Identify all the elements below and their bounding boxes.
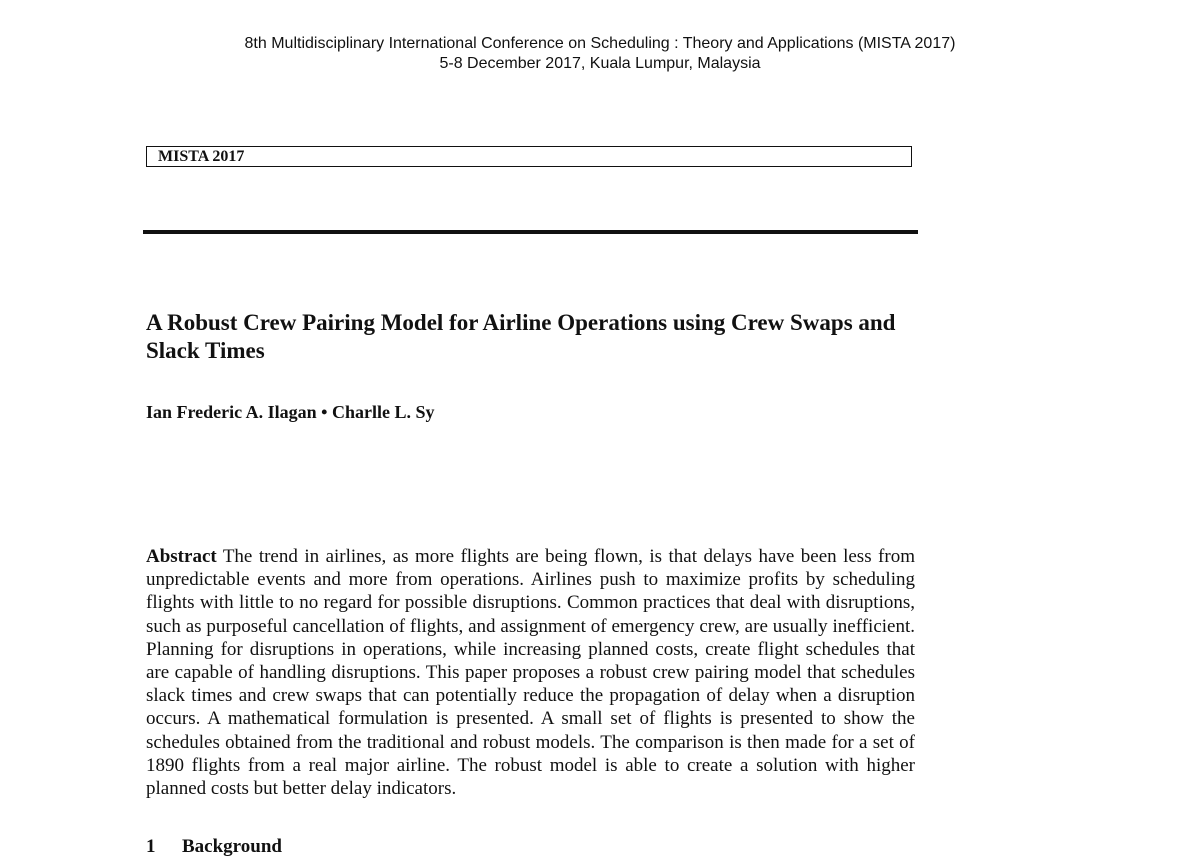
mista-box-label: MISTA 2017 [158, 148, 245, 165]
abstract-paragraph [146, 545, 915, 800]
conference-header [0, 34, 1200, 74]
section-title: Background [182, 836, 282, 857]
section-number: 1 [146, 836, 156, 857]
section-heading [146, 836, 282, 858]
conference-name: 8th Multidisciplinary International Conference on Scheduling : Theory and Applications (MISTA 2017) [244, 35, 956, 52]
paper-title: A Robust Crew Pairing Model for Airline Operations using Crew Swaps and Slack Times [146, 310, 896, 363]
mista-box [146, 146, 912, 167]
horizontal-rule [143, 230, 918, 234]
paper-authors: Ian Frederic A. Ilagan • Charlle L. Sy [146, 402, 435, 422]
abstract-text: The trend in airlines, as more flights are being flown, is that delays have been less from unpredictable events and more from operations. Airlines push to maximize profits by scheduling flights with little to no regard for possible disruptions. Common practices that deal with disruptions, such as purposeful cancellation of flights, and assignment of emergency crew, are usually inefficient. Planning for disruptions in operations, while increasing planned costs, create flight schedules that are capable of handling disruptions. This paper proposes a robust crew pairing model that schedules slack times and crew swaps that can potentially reduce the propagation of delay when a disruption occurs. A mathematical formulation is presented. A small set of flights is presented to show the schedules obtained from the traditional and robust models. The comparison is then made for a set of 1890 flights from a real major airline. The robust model is able to create a solution with higher planned costs but better delay indicators. [146, 546, 915, 800]
abstract-label: Abstract [146, 546, 217, 567]
conference-date-location: 5-8 December 2017, Kuala Lumpur, Malaysia [439, 55, 761, 72]
